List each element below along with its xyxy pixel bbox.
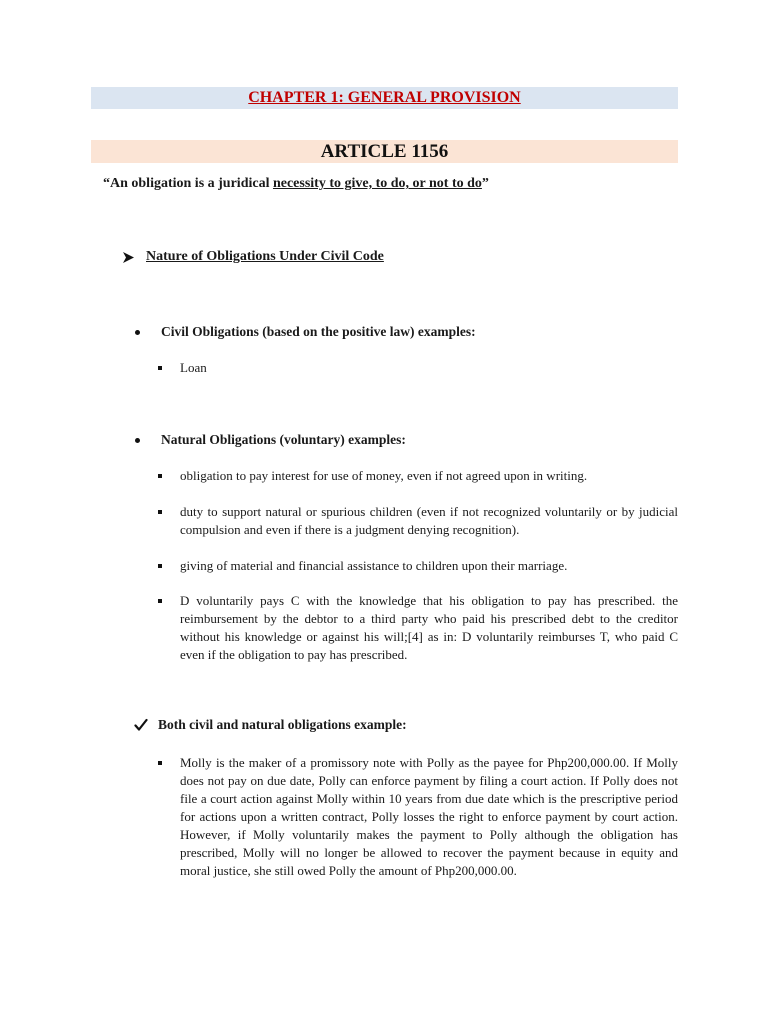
- checkmark-icon: [134, 718, 148, 732]
- natural-item-text: obligation to pay interest for use of money, even if not agreed upon in writing.: [180, 468, 588, 483]
- definition-prefix: “An obligation is a juridical: [103, 176, 273, 191]
- obligation-definition: [103, 176, 489, 192]
- both-item-text: Molly is the maker of a promissory note with Polly as the payee for Php200,000.00. If Molly does not pay on due date, Polly can enforce payment by filing a court action. If Polly does not file a court action against Molly within 10 years from due date which is the prescriptive period for actions upon a written contract, Polly losses the right to enforce payment by court action. However, if Molly voluntarily makes the payment to Polly although the obligation has prescribed, Molly will no longer be allowed to recover the payment because in equity and moral justice, she still owed Polly the amount of Php200,000.00.: [180, 755, 678, 878]
- civil-heading-text: Civil Obligations (based on the positive law) examples:: [161, 324, 476, 339]
- list-item: [158, 467, 678, 485]
- natural-item-text: giving of material and financial assistance to children upon their marriage.: [180, 558, 568, 573]
- square-bullet-icon: [158, 564, 162, 568]
- square-bullet-icon: [158, 510, 162, 514]
- round-bullet-icon: [135, 330, 140, 335]
- square-bullet-icon: [158, 366, 162, 370]
- natural-item-text: D voluntarily pays C with the knowledge that his obligation to pay has prescribed. the reimbursement by the debtor to a third party who paid his prescribed debt to the creditor without his knowledge or against his will;[4] as in: D voluntarily reimburses T, who paid C even if the obligation to pay has prescribed.: [180, 593, 678, 662]
- list-item: [158, 503, 678, 539]
- nature-heading-text: Nature of Obligations Under Civil Code: [146, 249, 384, 264]
- square-bullet-icon: [158, 474, 162, 478]
- nature-heading: [122, 249, 384, 265]
- article-title: ARTICLE 1156: [91, 140, 678, 163]
- square-bullet-icon: [158, 761, 162, 765]
- civil-obligations-heading: [131, 324, 476, 340]
- arrowhead-bullet-icon: [122, 251, 135, 264]
- round-bullet-icon: [135, 438, 140, 443]
- natural-obligations-heading: [131, 432, 406, 448]
- list-item: [158, 359, 678, 377]
- both-heading-text: Both civil and natural obligations example:: [158, 717, 407, 732]
- definition-suffix: ”: [481, 176, 489, 191]
- chapter-title: CHAPTER 1: GENERAL PROVISION: [91, 87, 678, 109]
- list-item: [158, 557, 678, 575]
- definition-emphasis: necessity to give, to do, or not to do: [272, 176, 482, 191]
- list-item: [158, 754, 678, 880]
- civil-item-text: Loan: [180, 360, 207, 375]
- natural-heading-text: Natural Obligations (voluntary) examples:: [161, 432, 406, 447]
- square-bullet-icon: [158, 599, 162, 603]
- both-obligations-heading: [134, 717, 407, 733]
- list-item: [158, 592, 678, 664]
- natural-item-text: duty to support natural or spurious children (even if not recognized voluntarily or by judicial compulsion and even if there is a judgment denying recognition).: [180, 504, 678, 537]
